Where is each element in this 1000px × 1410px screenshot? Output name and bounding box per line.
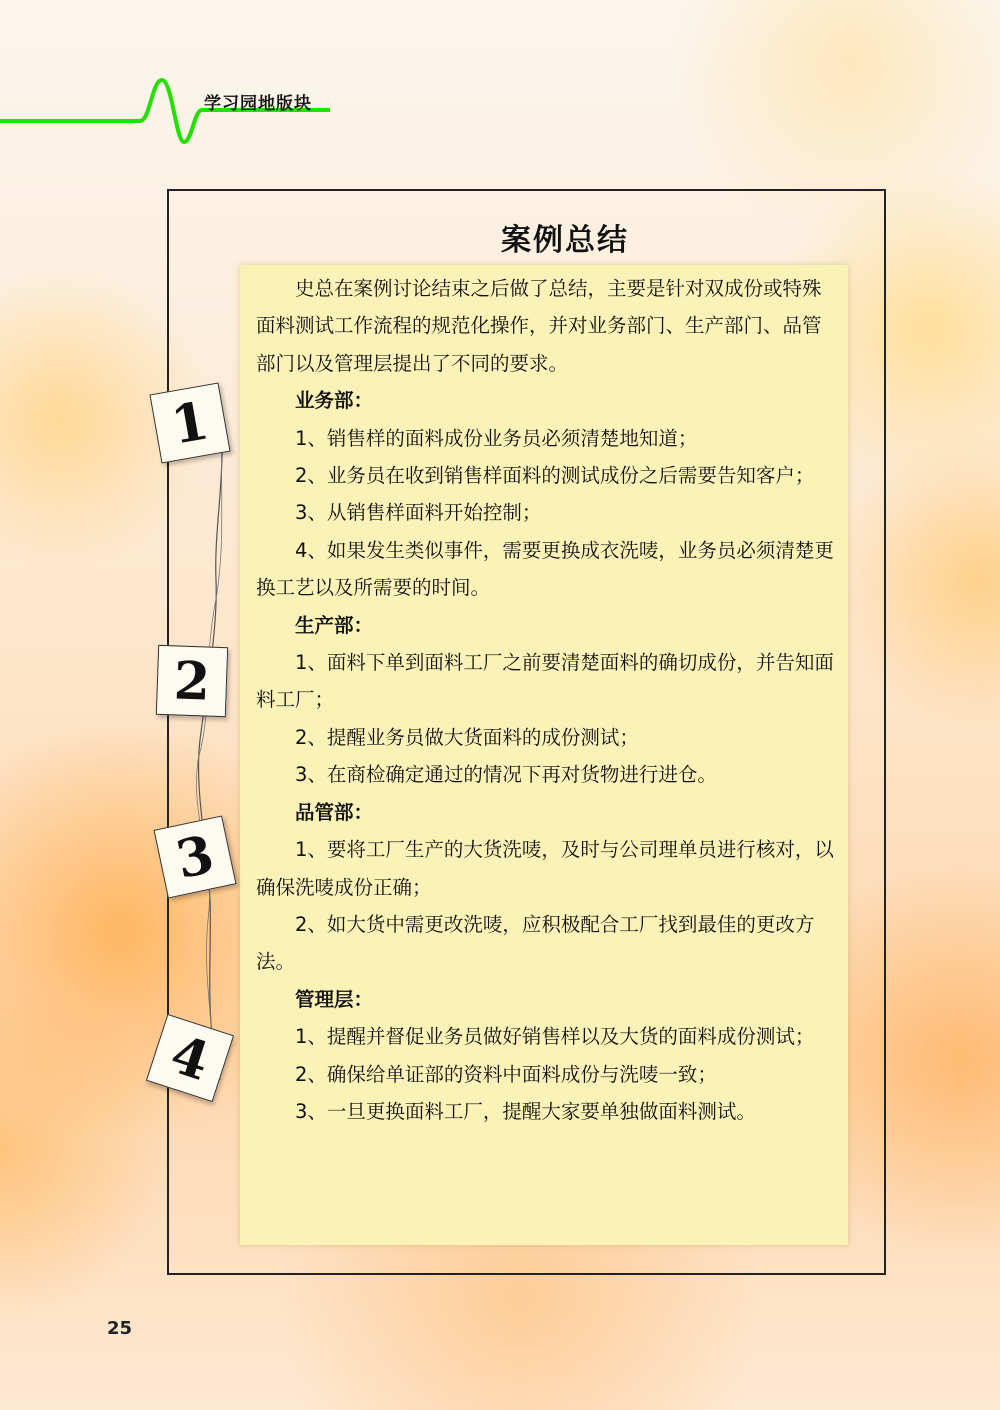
list-item: 2、确保给单证部的资料中面料成份与洗唛一致； xyxy=(295,1062,717,1086)
list-item: 2、如大货中需更改洗唛，应积极配合工厂找到最佳的更改方法。 xyxy=(256,912,815,974)
page-number: 25 xyxy=(107,1318,133,1339)
number-card-2: 2 xyxy=(156,645,228,717)
list-item: 1、提醒并督促业务员做好销售样以及大货的面料成份测试； xyxy=(295,1025,815,1049)
number-card-3: 3 xyxy=(153,815,236,898)
number-card-4: 4 xyxy=(146,1014,234,1102)
list-item: 2、提醒业务员做大货面料的成份测试； xyxy=(295,725,639,749)
list-item: 3、在商检确定通过的情况下再对货物进行进仓。 xyxy=(295,763,717,787)
case-summary-title: 案例总结 xyxy=(501,223,629,258)
list-item: 3、从销售样面料开始控制； xyxy=(295,501,542,525)
section-title: 学习园地版块 xyxy=(204,94,312,114)
case-summary-body xyxy=(256,270,836,1130)
list-item: 1、销售样的面料成份业务员必须清楚地知道； xyxy=(295,426,698,450)
list-item: 4、如果发生类似事件，需要更换成衣洗唛，业务员必须清楚更换工艺以及所需要的时间。 xyxy=(256,538,834,600)
list-item: 1、面料下单到面料工厂之前要清楚面料的确切成份，并告知面料工厂； xyxy=(256,651,834,712)
list-item: 1、要将工厂生产的大货洗唛，及时与公司理单员进行核对，以确保洗唛成份正确； xyxy=(256,838,834,899)
section-heading-quality: 品管部： xyxy=(295,800,374,824)
section-heading-management: 管理层： xyxy=(295,987,374,1011)
hanging-string xyxy=(150,380,260,1120)
list-item: 3、一旦更换面料工厂，提醒大家要单独做面料测试。 xyxy=(295,1099,756,1123)
intro-paragraph: 史总在案例讨论结束之后做了总结，主要是针对双成份或特殊面料测试工作流程的规范化操作，并对业务部门、生产部门、品管部门以及管理层提出了不同的要求。 xyxy=(256,277,822,375)
number-card-1: 1 xyxy=(149,382,230,463)
list-item: 2、业务员在收到销售样面料的测试成份之后需要告知客户； xyxy=(295,464,815,488)
section-heading-business: 业务部： xyxy=(295,389,374,413)
section-heading-production: 生产部： xyxy=(295,613,374,637)
